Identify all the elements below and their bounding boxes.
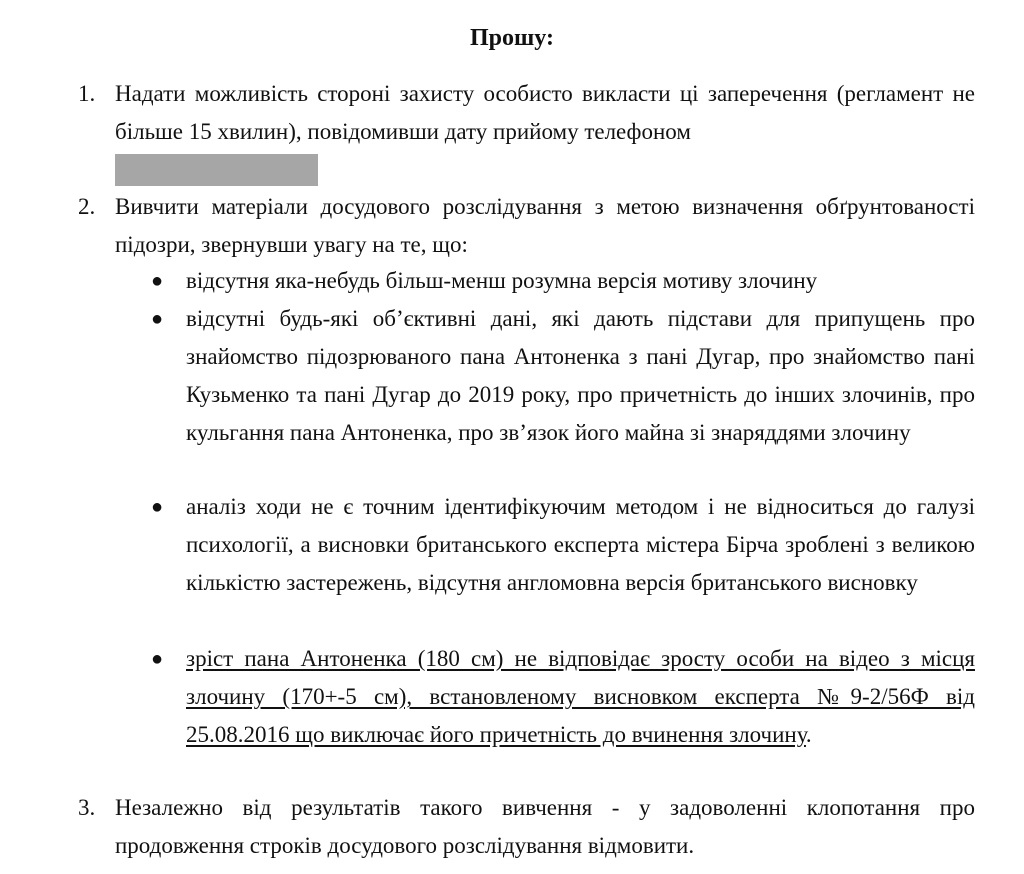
bullet-2-text: відсутні будь-які об’єктивні дані, які дають підстави для припущень про знайомство підозрюваного пана Антоненка з пані Дугар, про знайомство пані Кузьменко та пані Дугар до 2019 року, про причетність до інших злочинів, про кульгання пана Антоненка, про зв’язок його майна зі знаряддями злочину xyxy=(186,306,975,445)
bullet-4 xyxy=(186,640,975,754)
bullet-2-marker: ● xyxy=(151,308,164,330)
bullet-3-text: аналіз ходи не є точним ідентифікуючим методом і не відноситься до галузі психології, а висновки британського експерта містера Бірча зроблені з великою кількістю застережень, відсутня англомовна версія британського висновку xyxy=(186,494,975,595)
bullet-1-text: відсутня яка-небудь більш-менш розумна версія мотиву злочину xyxy=(186,268,818,293)
bullet-4-underlined-text: зріст пана Антоненка (180 см) не відповідає зросту особи на відео з місця злочину (170+-5 см), встановленому висновком експерта №9-2/56Ф від 25.08.2016 що виключає його причетність до вчинення злочину xyxy=(186,646,975,747)
item-2-text: Вивчити матеріали досудового розслідування з метою визначення обґрунтованості підозри, звернувши увагу на те, що: xyxy=(115,194,975,257)
bullet-3-marker: ● xyxy=(151,496,164,518)
item-1 xyxy=(115,75,975,186)
item-3-text: Незалежно від результатів такого вивчення - у задоволенні клопотання про продовження строків досудового розслідування відмовити. xyxy=(115,795,975,858)
redacted-phone-block xyxy=(115,154,318,186)
item-1-number: 1. xyxy=(78,81,96,106)
bullet-4-marker: ● xyxy=(151,648,164,670)
item-1-text: Надати можливість стороні захисту особисто викласти ці заперечення (регламент не більше 15 хвилин), повідомивши дату прийому телефоном xyxy=(115,81,975,144)
item-2-number: 2. xyxy=(78,194,96,219)
item-3-number: 3. xyxy=(78,795,96,820)
bullet-1-marker: ● xyxy=(151,270,164,292)
bullet-4-period: . xyxy=(805,722,812,747)
document-heading: Прошу: xyxy=(470,25,554,51)
